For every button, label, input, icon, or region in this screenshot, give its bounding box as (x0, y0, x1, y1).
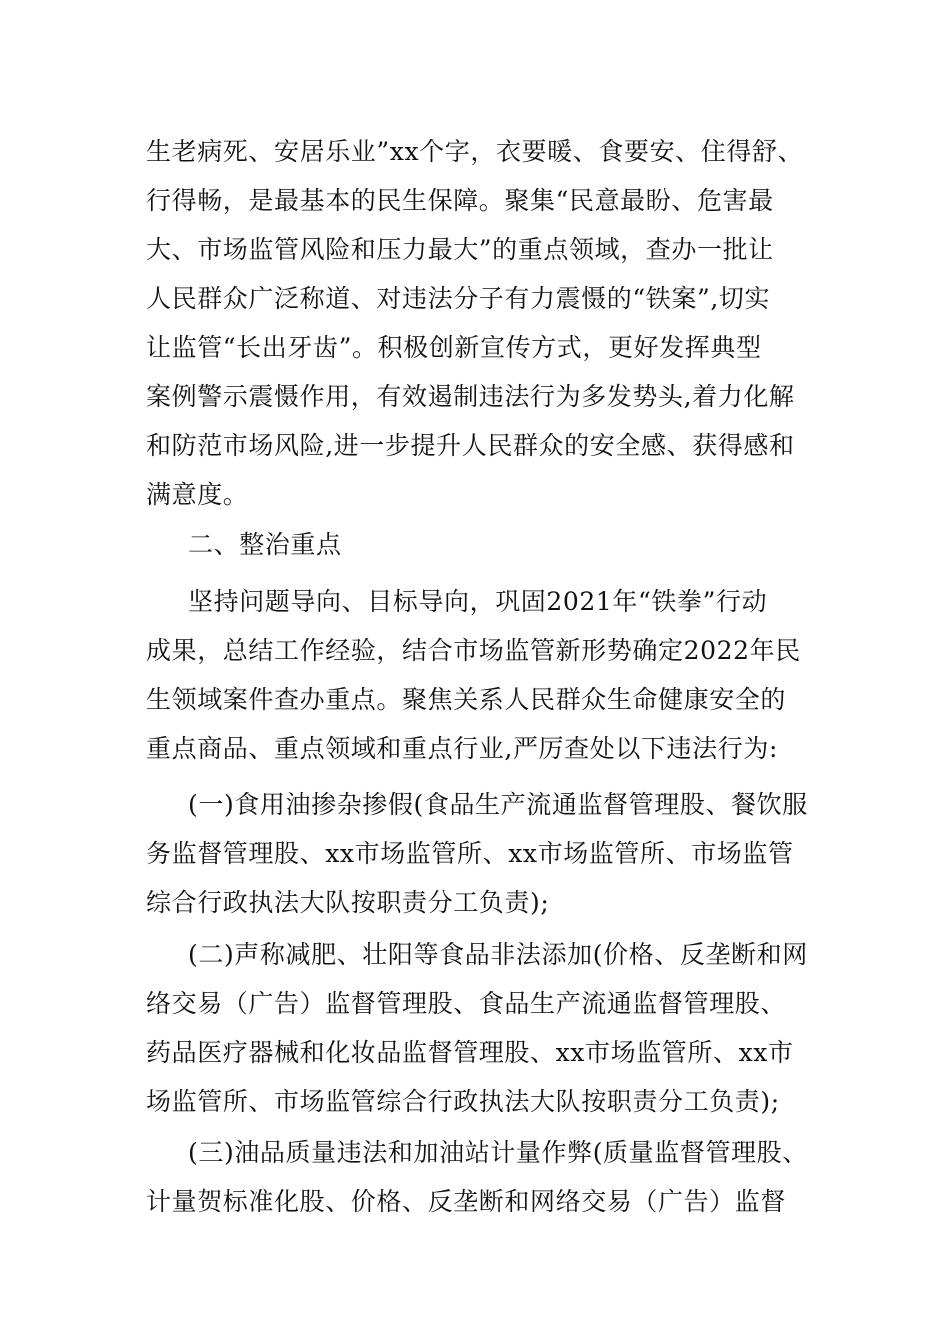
list-item-line: (二)声称减肥、壮阳等食品非法添加(价格、反垄断和网 (188, 940, 808, 969)
paragraph-line: 让监管“长出牙齿”。积极创新宣传方式，更好发挥典型 (146, 333, 762, 362)
list-item-line: (三)油品质量违法和加油站计量作弊(质量监督管理股、 (188, 1138, 808, 1167)
paragraph-line: 生老病死、安居乐业”xx个字，衣要暖、食要安、住得舒、 (146, 137, 804, 166)
list-item-line: 络交易（广告）监督管理股、食品生产流通监督管理股、 (146, 989, 787, 1018)
list-item-line: 药品医疗器械和化妆品监督管理股、xx市场监管所、xx市 (146, 1038, 794, 1067)
paragraph-line: 和防范市场风险,进一步提升人民群众的安全感、获得感和 (146, 431, 795, 460)
paragraph-line: 坚持问题导向、目标导向，巩固2021年“铁拳”行动 (188, 587, 768, 616)
paragraph-line: 案例警示震慑作用，有效遏制违法行为多发势头,着力化解 (146, 382, 795, 411)
paragraph-line: 重点商品、重点领域和重点行业,严厉查处以下违法行为: (146, 734, 778, 763)
list-item-line: (一)食用油掺杂掺假(食品生产流通监督管理股、餐饮服 (188, 790, 808, 819)
list-item-line: 务监督管理股、xx市场监管所、xx市场监管所、市场监管 (146, 839, 794, 868)
paragraph-line: 满意度。 (146, 480, 249, 509)
paragraph-line: 生领域案件查办重点。聚焦关系人民群众生命健康安全的 (146, 685, 787, 714)
list-item-line: 综合行政执法大队按职责分工负责); (146, 888, 550, 917)
paragraph-line: 人民群众广泛称道、对违法分子有力震慑的“铁案”,切实 (146, 284, 771, 313)
list-item-line: 计量贺标准化股、价格、反垄断和网络交易（广告）监督 (146, 1187, 787, 1216)
paragraph-line: 行得畅，是最基本的民生保障。聚集“民意最盼、危害最 (146, 186, 774, 215)
list-item-line: 场监管所、市场监管综合行政执法大队按职责分工负责); (146, 1087, 780, 1116)
section-heading: 二、整治重点 (188, 530, 342, 559)
paragraph-line: 成果，总结工作经验，结合市场监管新形势确定2022年民 (146, 636, 801, 665)
paragraph-line: 大、市场监管风险和压力最大”的重点领域，查办一批让 (146, 235, 774, 264)
